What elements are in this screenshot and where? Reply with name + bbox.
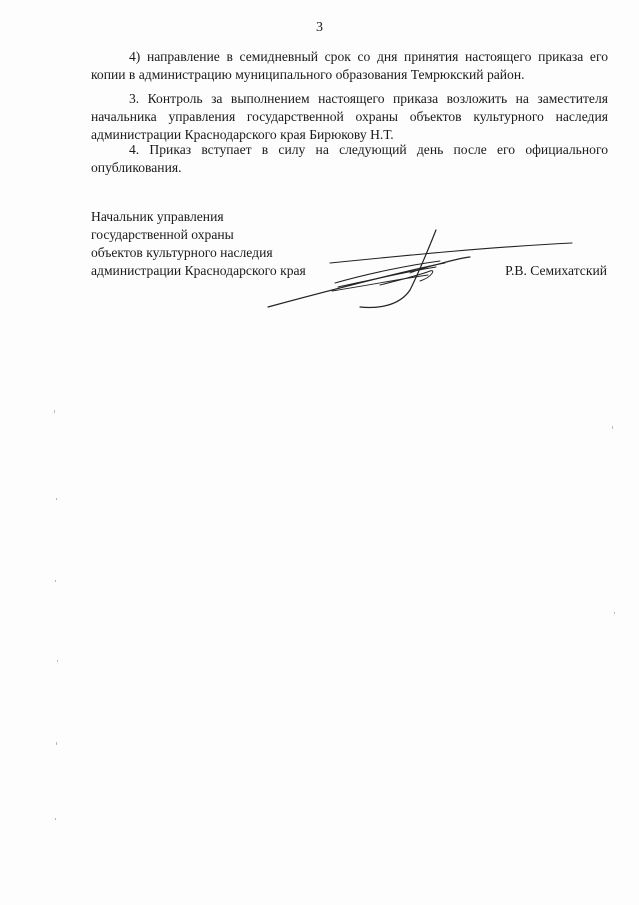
scan-speck bbox=[55, 818, 56, 820]
scan-speck bbox=[55, 580, 56, 582]
signer-name: Р.В. Семихатский bbox=[505, 263, 607, 278]
scan-speck bbox=[54, 410, 55, 413]
scan-speck bbox=[614, 612, 615, 614]
page-number: 3 bbox=[316, 20, 323, 35]
position-line: объектов культурного наследия bbox=[91, 245, 273, 260]
paragraph-item-4-effect: 4. Приказ вступает в силу на следующий день после его официального опубликования. bbox=[91, 142, 608, 175]
position-line: государственной охраны bbox=[91, 227, 234, 242]
signatory-position bbox=[91, 208, 306, 280]
position-line: Начальник управления bbox=[91, 209, 224, 224]
paragraph-item-3-control: 3. Контроль за выполнением настоящего приказа возложить на заместителя начальника управления государственной охраны объектов культурного наследия администрации Краснодарского края Бирюкову Н.Т. bbox=[91, 91, 608, 142]
scan-speck bbox=[612, 426, 613, 429]
scan-speck bbox=[56, 498, 57, 500]
scan-speck bbox=[56, 742, 57, 745]
paragraph-item-4: 4) направление в семидневный срок со дня принятия настоящего приказа его копии в администрацию муниципального образования Темрюкский район. bbox=[91, 49, 608, 82]
position-line: администрации Краснодарского края bbox=[91, 263, 306, 278]
scan-speck bbox=[57, 660, 58, 662]
